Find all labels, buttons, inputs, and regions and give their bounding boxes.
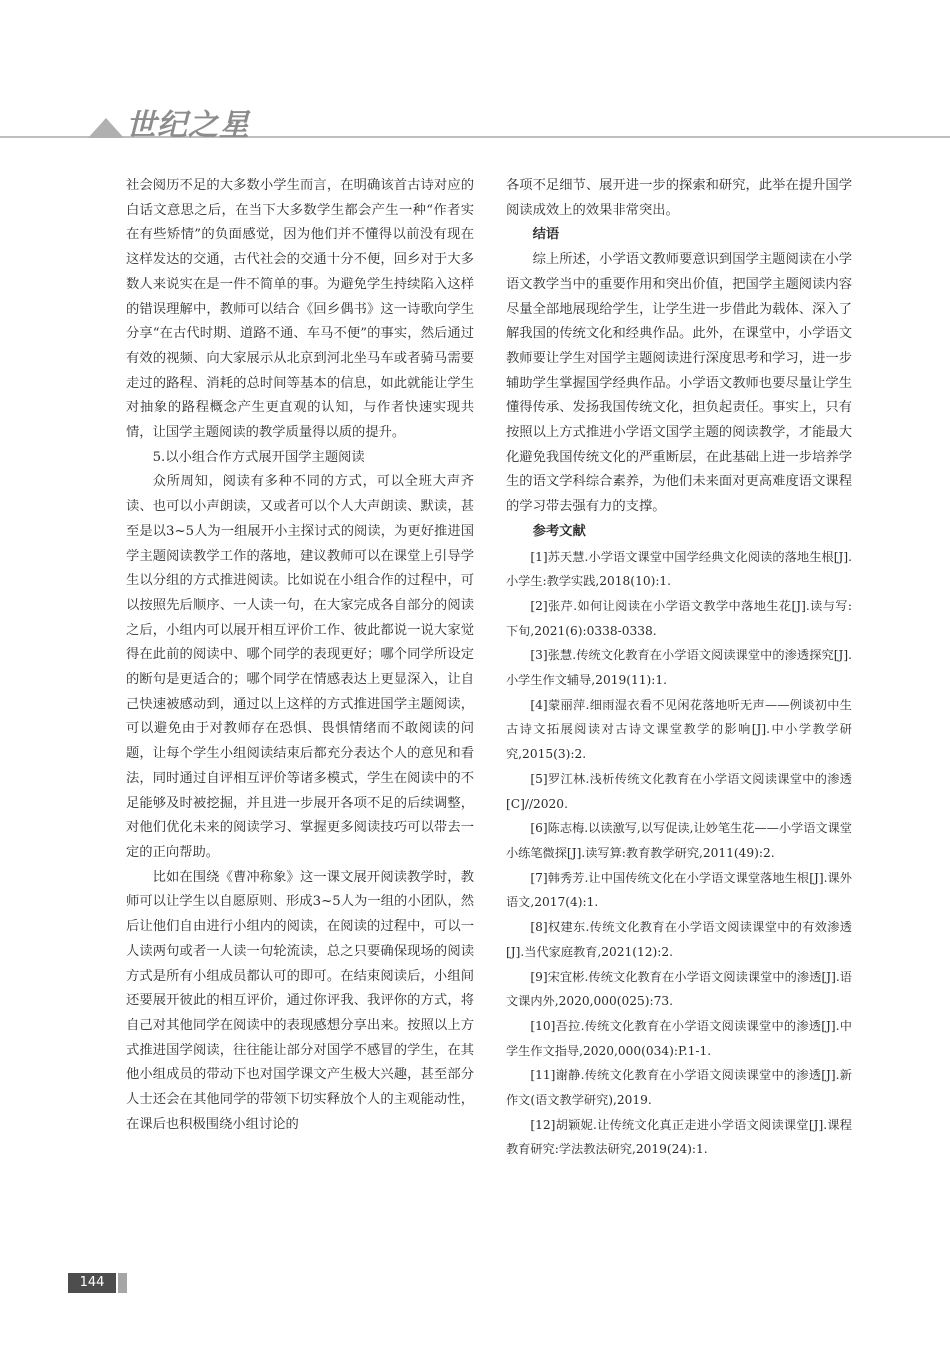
reference-item: [10]吾拉.传统文化教育在小学语文阅读课堂中的渗透[J].中学生作文指导,2020,000(034):P.1-1. [506,1018,852,1058]
reference-item: [5]罗江林.浅析传统文化教育在小学语文阅读课堂中的渗透[C]//2020. [506,771,852,811]
reference-item: [6]陈志梅.以读激写,以写促读,让妙笔生花——小学语文课堂小练笔微探[J].读写算:教育教学研究,2011(49):2. [506,821,852,860]
references-list [506,545,852,1163]
reference-item: [11]谢静.传统文化教育在小学语文阅读课堂中的渗透[J].新作文(语文教学研究),2019. [506,1068,852,1108]
reference-item: [4]蒙丽萍.细雨湿衣看不见闲花落地听无声——例谈初中生古诗文拓展阅读对古诗文课堂教学的影响[J].中小学教学研究,2015(3):2. [506,697,852,762]
reference-item: [2]张芹.如何让阅读在小学语文教学中落地生花[J].读与写:下旬,2021(6):0338-0338. [506,598,852,638]
conclusion-heading: 结语 [532,227,560,243]
reference-item: [3]张慧.传统文化教育在小学语文阅读课堂中的渗透探究[J].小学生作文辅导,2019(11):1. [506,648,852,688]
reference-item: [9]宋宜彬.传统文化教育在小学语文阅读课堂中的渗透[J].语文课内外,2020,000(025):73. [506,969,852,1009]
reference-item: [7]韩秀芳.让中国传统文化在小学语文课堂落地生根[J].课外语文,2017(4):1. [506,870,852,910]
conclusion-paragraph: 综上所述，小学语文教师要意识到国学主题阅读在小学语文教学当中的重要作用和突出价值，把国学主题阅读内容尽量全部地展现给学生，让学生进一步借此为载体、深入了解我国的传统文化和经典作品。此外，在课堂中，小学语文教师要让学生对国学主题阅读进行深度思考和学习，进一步辅助学生掌握国学经典作品。小学语文教师也要尽量让学生懂得传承、发扬我国传统文化，担负起责任。事实上，只有按照以上方式推进小学语文国学主题的阅读教学，才能最大化避免我国传统文化的严重断层，在此基础上进一步培养学生的语文学科综合素养，为他们未来面对更高难度语文课程的学习带去强有力的支撑。 [506,252,852,515]
reference-item: [12]胡颖妮.让传统文化真正走进小学语文阅读课堂[J].课程教育研究:学法教法研究,2019(24):1. [506,1117,852,1157]
references-heading: 参考文献 [532,523,586,539]
reference-item: [8]权建东.传统文化教育在小学语文阅读课堂中的有效渗透[J].当代家庭教育,2021(12):2. [506,920,852,959]
header-triangle-decoration [88,118,124,138]
reference-item: [1]苏天慧.小学语文课堂中国学经典文化阅读的落地生根[J].小学生:教学实践,2018(10):1. [506,549,852,589]
body-paragraph: 众所周知，阅读有多种不同的方式，可以全班大声齐读、也可以小声朗读，又或者可以个人大声朗读、默读，甚至是以3~5人为一组展开小主探讨式的阅读，为更好推进国学主题阅读教学工作的落地，建议教师可以在课堂上引导学生以分组的方式推进阅读。比如说在小组合作的过程中，可以按照先后顺序、一人读一句，在大家完成各自部分的阅读之后，小组内可以展开相互评价工作、彼此都说一说大家觉得在此前的阅读中、哪个同学的表现更好；哪个同学所设定的断句是更适合的；哪个同学在情感表达上更显深入，让自己快速被感动到，通过以上这样的方式推进国学主题阅读，可以避免由于对教师存在恐惧、畏惧情绪而不敢阅读的问题，让每个学生小组阅读结束后都充分表达个人的意见和看法，同时通过自评相互评价等诸多模式，学生在阅读中的不足能够及时被挖掘，并且进一步展开各项不足的后续调整，对他们优化未来的阅读学习、掌握更多阅读技巧可以带去一定的正向帮助。 [126,474,474,860]
body-paragraph: 社会阅历不足的大多数小学生而言，在明确该首古诗对应的白话文意思之后，在当下大多数学生都会产生一种“作者实在有些矫情”的负面感觉，因为他们并不懂得以前没有现在这样发达的交通，古代社会的交通十分不便，回乡对于大多数人来说实在是一件不简单的事。为避免学生持续陷入这样的错误理解中，教师可以结合《回乡偶书》这一诗歌向学生分享“在古代时期、道路不通、车马不便”的事实，然后通过有效的视频、向大家展示从北京到河北坐马车或者骑马需要走过的路程、消耗的总时间等基本的信息，如此就能让学生对抽象的路程概念产生更直观的认知，与作者快速实现共情，让国学主题阅读的教学质量得以质的提升。 [126,178,474,441]
journal-brand-logo: 世纪之星 [126,108,250,143]
body-paragraph: 比如在围绕《曹冲称象》这一课文展开阅读教学时，教师可以让学生以自愿原则、形成3~5人为一组的小团队，然后让他们自由进行小组内的阅读，在阅读的过程中，可以一人读两句或者一人读一句轮流读，总之只要确保现场的阅读方式是所有小组成员都认可的即可。在结束阅读后，小组间还要展开彼此的相互评价，通过你评我、我评你的方式，将自己对其他同学在阅读中的表现感想分享出来。按照以上方式推进国学阅读，往往能让部分对国学不感冒的学生，在其他小组成员的带动下也对国学课文产生极大兴趣，甚至部分人士还会在其他同学的带领下切实释放个人的主观能动性，在课后也积极围绕小组讨论的 [126,869,474,1132]
left-column [126,174,474,1137]
page-number-bar-decoration [118,1273,127,1293]
body-paragraph: 各项不足细节、展开进一步的探索和研究，此举在提升国学阅读成效上的效果非常突出。 [506,178,852,218]
right-column [506,174,852,1162]
page-number: 144 [68,1273,116,1293]
section-heading-5: 5.以小组合作方式展开国学主题阅读 [152,449,365,465]
